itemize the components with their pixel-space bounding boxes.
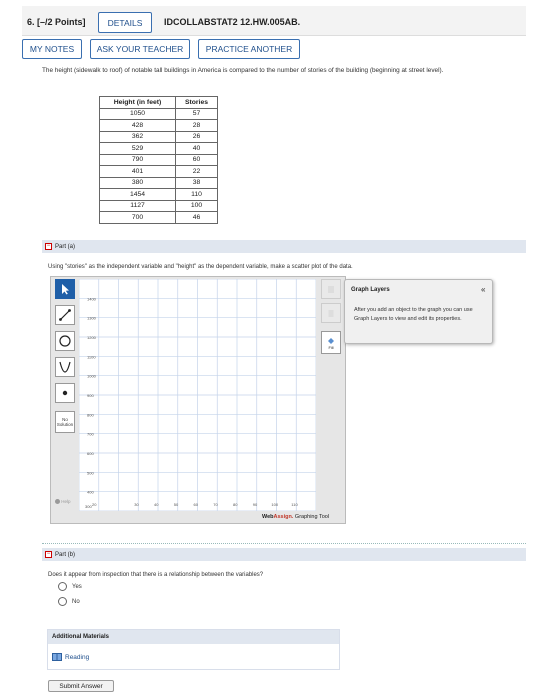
graph-canvas[interactable] xyxy=(79,279,316,511)
toolbar xyxy=(53,279,77,515)
delete-tool[interactable] xyxy=(321,279,341,299)
parabola-tool[interactable] xyxy=(55,357,75,377)
y-tick-label: 900 xyxy=(87,393,94,398)
part-b-question: Does it appear from inspection that there is a relationship between the variables? xyxy=(48,572,264,578)
pointer-tool[interactable] xyxy=(55,279,75,299)
height-cell: 380 xyxy=(100,177,176,189)
part-a-label: Part (a) xyxy=(55,243,76,250)
table-row xyxy=(100,154,218,166)
height-cell: 428 xyxy=(100,120,176,132)
table-row xyxy=(100,108,218,120)
circle-icon xyxy=(58,334,72,348)
line-tool[interactable] xyxy=(55,305,75,325)
trash-icon xyxy=(326,308,336,318)
stories-cell: 46 xyxy=(176,212,218,224)
x-tick-label: 30 xyxy=(134,502,139,507)
x-tick-label: 90 xyxy=(252,502,258,507)
y-tick-label: 700 xyxy=(87,431,94,437)
parabola-icon xyxy=(58,360,72,374)
ask-teacher-button[interactable]: ASK YOUR TEACHER xyxy=(90,39,190,59)
point-icon xyxy=(58,386,72,400)
part-a-instruction: Using "stories" as the independent variable and "height" as the dependent variable, make a scatter plot of the data. xyxy=(48,264,353,270)
y-tick-label: 1300 xyxy=(87,315,96,321)
no-radio[interactable] xyxy=(58,597,67,606)
y-tick-label: 600 xyxy=(87,451,94,456)
materials-title: Additional Materials xyxy=(48,630,339,644)
option-no[interactable]: No xyxy=(58,597,80,606)
x-tick-label: 40 xyxy=(154,502,159,507)
x-tick-label: 100 xyxy=(271,502,279,507)
trash-tool[interactable] xyxy=(321,303,341,323)
stories-cell: 100 xyxy=(176,200,218,212)
y-tick-label: 1200 xyxy=(87,335,96,340)
y-tick-label: 800 xyxy=(87,412,94,418)
height-cell: 1127 xyxy=(100,200,176,212)
y-tick-label: 500 xyxy=(87,470,94,476)
table-row xyxy=(100,166,218,178)
y-tick-label: 1400 xyxy=(87,296,96,302)
x-tick-label: 70 xyxy=(213,502,218,507)
part-a-header[interactable] xyxy=(42,240,526,253)
height-cell: 1454 xyxy=(100,189,176,201)
table-row xyxy=(100,212,218,224)
graph-layers-title: Graph Layers xyxy=(351,287,390,293)
height-cell: 401 xyxy=(100,166,176,178)
y-tick-label: 1100 xyxy=(87,354,96,360)
data-table xyxy=(99,96,218,224)
question-points: 6. [–/2 Points] xyxy=(27,17,86,27)
x-tick-label: 110 xyxy=(291,502,298,507)
submit-answer-button[interactable]: Submit Answer xyxy=(48,680,114,692)
graph-layers-text: After you add an object to the graph you can use Graph Layers to view and edit its properties. xyxy=(354,307,473,322)
stories-cell: 57 xyxy=(176,108,218,120)
question-header xyxy=(22,6,526,36)
y-tick-label: 1000 xyxy=(87,373,96,379)
question-code: IDCOLLABSTAT2 12.HW.005AB. xyxy=(164,17,301,27)
collapse-icon[interactable]: − xyxy=(46,243,51,249)
circle-tool[interactable] xyxy=(55,331,75,351)
reading-link[interactable]: Reading xyxy=(52,653,89,661)
collapse-icon[interactable]: − xyxy=(46,551,51,557)
height-cell: 700 xyxy=(100,212,176,224)
my-notes-button[interactable]: MY NOTES xyxy=(22,39,82,59)
height-cell: 1050 xyxy=(100,108,176,120)
x-tick-label: 80 xyxy=(233,502,238,507)
stories-cell: 40 xyxy=(176,143,218,155)
help-icon xyxy=(55,499,60,504)
point-tool[interactable] xyxy=(55,383,75,403)
x-tick-label: 60 xyxy=(193,502,198,507)
x-tick-label: 50 xyxy=(173,502,179,507)
stories-cell: 28 xyxy=(176,120,218,132)
graph-layers-panel xyxy=(344,279,493,344)
collapse-layers-button[interactable]: « xyxy=(481,285,486,294)
fill-icon xyxy=(326,336,336,345)
delete-icon xyxy=(326,284,336,294)
no-solution-button[interactable]: No Solution xyxy=(55,411,75,433)
height-cell: 362 xyxy=(100,131,176,143)
table-row xyxy=(100,120,218,132)
origin-label: 20 xyxy=(92,502,97,507)
help-link[interactable]: Help xyxy=(55,499,71,504)
book-icon xyxy=(52,653,62,661)
practice-another-button[interactable]: PRACTICE ANOTHER xyxy=(198,39,300,59)
table-header-height: Height (in feet) xyxy=(100,97,176,109)
part-b-label: Part (b) xyxy=(55,551,76,558)
table-row xyxy=(100,177,218,189)
webassign-brand: WebAssign. Graphing Tool xyxy=(262,514,330,520)
part-b-header[interactable] xyxy=(42,548,526,561)
stories-cell: 110 xyxy=(176,189,218,201)
right-toolbar xyxy=(320,279,341,514)
fill-tool[interactable]: Fill xyxy=(321,331,341,354)
question-intro: The height (sidewalk to roof) of notable tall buildings in America is compared to the number of stories of the building (beginning at street level). xyxy=(42,67,444,74)
details-button[interactable]: DETAILS xyxy=(98,12,152,33)
option-yes[interactable]: Yes xyxy=(58,582,82,591)
y-tick-label: 400 xyxy=(87,489,94,495)
pointer-icon xyxy=(60,283,70,295)
table-row xyxy=(100,200,218,212)
separator xyxy=(42,543,526,544)
table-row xyxy=(100,143,218,155)
yes-radio[interactable] xyxy=(58,582,67,591)
additional-materials xyxy=(47,629,340,670)
height-cell: 790 xyxy=(100,154,176,166)
height-cell: 529 xyxy=(100,143,176,155)
table-row xyxy=(100,189,218,201)
stories-cell: 26 xyxy=(176,131,218,143)
stories-cell: 22 xyxy=(176,166,218,178)
table-header-stories: Stories xyxy=(176,97,218,109)
x-start-label: 300 xyxy=(85,504,92,509)
line-icon xyxy=(58,308,72,322)
stories-cell: 60 xyxy=(176,154,218,166)
table-row xyxy=(100,131,218,143)
stories-cell: 38 xyxy=(176,177,218,189)
